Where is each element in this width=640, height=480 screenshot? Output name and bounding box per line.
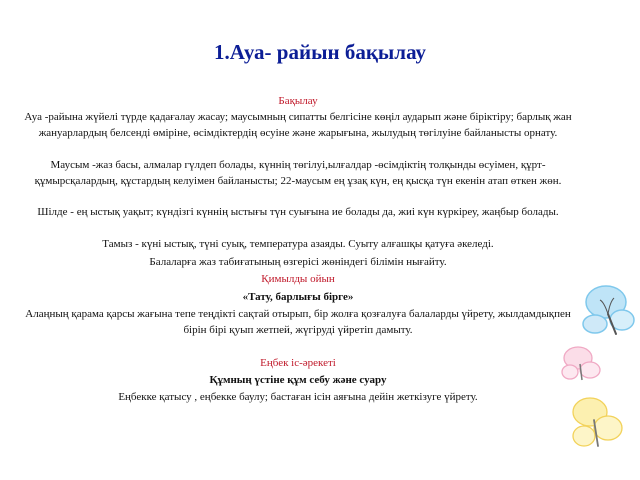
observation-paragraph: Балаларға жаз табиғатының өзгерісі жөніндегі білімін нығайту. — [149, 256, 447, 268]
blue-butterfly-icon — [583, 286, 634, 334]
work-heading: Еңбек іс-әрекеті — [260, 357, 336, 369]
game-name: «Тату, барлығы бірге» — [242, 291, 354, 303]
butterflies-decoration-icon — [560, 280, 640, 480]
work-text: Еңбекке қатысу , еңбекке баулу; бастаған ісін аяғына дейін жеткізуге үйрету. — [118, 391, 478, 403]
game-text: Алаңның қарама қарсы жағына тепе теңдікті сақтай отырып, бір жолға қозғалуға балаларды үйрету, жылдамдықпен бірін бірі қуып жетпей, жүгіруді үйретіп дамыту. — [25, 308, 571, 336]
yellow-butterfly-icon — [573, 398, 622, 446]
observation-paragraph: Маусым -жаз басы, алмалар гүлдеп болады, күннің төгілуі,ылғалдар -өсімдіктің толқынды өсуімен, құрт-құмырсқалардың, құстардың келуімен байланысты; 22-маусым ең ұзақ күн, ең қысқа түн екенін атап өткен жөн. — [34, 159, 562, 187]
slide-title: 1.Ауа- райын бақылау — [213, 40, 427, 64]
observation-heading: Бақылау — [278, 95, 318, 107]
observation-paragraph: Ауа -райына жүйелі түрде қадағалау жасау; маусымның сипатты белгісіне көңіл аударып және біріктіру; барлық жан жануарлардың белсенді өміріне, өсімдіктердің өсуіне және жарығына, жылудың төгілуіне байланысты орнату. — [24, 111, 572, 139]
observation-paragraph: Тамыз - күні ыстық, түні суық, температура азаяды. Суыту алғашқы қатуға әкеледі. — [102, 238, 494, 250]
observation-paragraph: Шілде - ең ыстық уақыт; күндізгі күннің ыстығы түн суығына ие болады да, жиі күн күркіреу, жаңбыр болады. — [37, 206, 559, 218]
game-heading: Қимылды ойын — [261, 273, 335, 285]
work-name: Құмның үстіне құм себу және суару — [209, 374, 387, 386]
pink-butterfly-icon — [562, 347, 600, 380]
